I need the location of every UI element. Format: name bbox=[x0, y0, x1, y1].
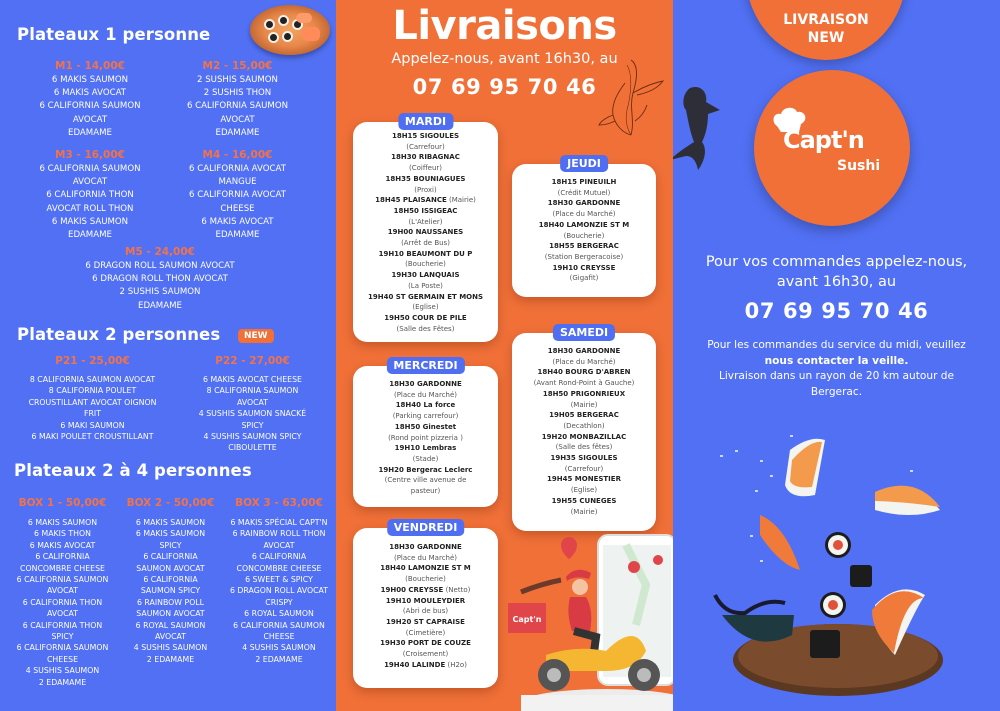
menu-line: CHEESE bbox=[263, 632, 295, 642]
menu-price: M3 - 16,00€ bbox=[55, 149, 125, 161]
stop-note: (Decathlon) bbox=[563, 421, 605, 430]
menu-line: 6 MAKI POULET CROUSTILLANT bbox=[31, 432, 154, 442]
stop-note: (La Poste) bbox=[408, 281, 443, 290]
menu-line: EDAMAME bbox=[68, 230, 112, 241]
menu-box3 bbox=[224, 497, 334, 665]
menu-price: M1 - 14,00€ bbox=[55, 60, 125, 72]
menu-line: 6 CALIFORNIA SAUMON bbox=[39, 164, 141, 174]
stop-note: (Boucherie) bbox=[405, 260, 446, 269]
menu-line: 6 MAKIS AVOCAT bbox=[29, 540, 96, 550]
stop-note: (Salle des Fêtes) bbox=[396, 324, 455, 333]
order-info bbox=[673, 338, 1000, 400]
menu-line: 8 CALIFORNIA POULET bbox=[48, 386, 137, 396]
stop-note: (Place du Marché) bbox=[552, 357, 616, 366]
stop-note: (Parking carrefour) bbox=[392, 412, 459, 421]
menu-line: EDAMAME bbox=[138, 300, 182, 311]
menu-line: 6 CALIFORNIA SAUMON bbox=[16, 643, 109, 653]
stop-note: (L'Atelier) bbox=[408, 217, 443, 226]
stop-time: 18H30 GARDONNE bbox=[547, 347, 621, 355]
menu-line: EDAMAME bbox=[215, 230, 260, 241]
falling-sushi-image bbox=[700, 420, 1000, 711]
stop-note: (Avant Rond-Point à Gauche) bbox=[533, 379, 635, 388]
menu-line: 2 SUSHIS SAUMON bbox=[119, 287, 201, 298]
menu-p22 bbox=[180, 355, 325, 454]
stop-note: (Netto) bbox=[445, 585, 471, 594]
delivery-scooter-illustration bbox=[506, 525, 673, 711]
menu-line: 6 MAKIS SAUMON bbox=[27, 518, 98, 527]
stop-note: (Abri de bus) bbox=[402, 607, 449, 616]
day-card-jeudi bbox=[512, 157, 656, 297]
logo-captn-text: Capt'n bbox=[783, 126, 864, 154]
menu-panel bbox=[0, 0, 336, 711]
stop-note: (Mairie) bbox=[570, 507, 598, 516]
stop-note: (Centre ville avenue de bbox=[384, 476, 467, 485]
section-title-plateaux-2: Plateaux 2 personnes bbox=[17, 325, 221, 344]
stop-time: 18H55 BERGERAC bbox=[549, 242, 619, 251]
stop-time: 19H55 CUNEGES bbox=[551, 496, 617, 505]
stop-time: 18H35 BOUNIAGUES bbox=[385, 174, 466, 183]
menu-line: CROUSTILLANT AVOCAT OIGNON bbox=[28, 397, 157, 407]
stop-note: (Place du Marché) bbox=[393, 553, 458, 562]
menu-line: 2 EDAMAME bbox=[255, 654, 303, 664]
koi-fish-outline-icon bbox=[591, 55, 673, 145]
stop-note: (Station Bergeracoise) bbox=[544, 252, 624, 261]
info-line-2: Livraison dans un rayon de 20 km autour de bbox=[718, 370, 955, 382]
menu-line: 6 CALIFORNIA THON bbox=[46, 190, 134, 201]
menu-line: SPICY bbox=[159, 540, 182, 550]
stop-note: (Place du Marché) bbox=[393, 390, 458, 399]
stop-note: (H2o) bbox=[447, 660, 467, 669]
badge-line-2: NEW bbox=[807, 30, 845, 46]
menu-line: 6 CALIFORNIA bbox=[143, 552, 198, 562]
stop-time: 18H15 SIGOULES bbox=[391, 132, 460, 140]
day-card-mercredi bbox=[353, 359, 498, 507]
stop-time: 18H45 PLAISANCE bbox=[375, 196, 447, 205]
stop-note: (Eglise) bbox=[412, 303, 439, 312]
menu-line: AVOCAT ROLL THON bbox=[46, 203, 134, 214]
menu-line: FRIT bbox=[84, 409, 101, 419]
menu-line: SAUMON AVOCAT bbox=[136, 563, 205, 573]
stop-note: (Mairie) bbox=[449, 196, 476, 205]
menu-price: BOX 2 - 50,00€ bbox=[126, 497, 215, 509]
menu-line: SAUMON SPICY bbox=[140, 586, 201, 596]
order-phone[interactable]: 07 69 95 70 46 bbox=[744, 299, 929, 323]
menu-line: 6 CALIFORNIA THON bbox=[22, 620, 103, 630]
menu-m5 bbox=[60, 246, 260, 313]
menu-line: 4 SUSHIS SAUMON bbox=[133, 643, 208, 653]
stop-time: 18H50 Ginestet bbox=[394, 422, 457, 431]
menu-line: CIBOULETTE bbox=[228, 443, 277, 453]
day-tag-vendredi: VENDREDI bbox=[387, 519, 465, 536]
menu-line: 6 CALIFORNIA bbox=[35, 552, 90, 562]
stop-note: (Boucherie) bbox=[563, 231, 605, 240]
menu-line: 6 CALIFORNIA SAUMON bbox=[186, 101, 289, 112]
info-panel bbox=[673, 0, 1000, 711]
stop-time: 18H40 LAMONZIE ST M bbox=[380, 564, 471, 573]
menu-m1 bbox=[20, 60, 160, 140]
menu-line: 6 CALIFORNIA SAUMON bbox=[16, 575, 109, 585]
menu-line: CONCOMBRE CHEESE bbox=[236, 563, 322, 573]
stop-note: (Coiffeur) bbox=[408, 164, 443, 173]
svg-text:Capt'n: Capt'n bbox=[512, 615, 542, 624]
call-line-2: avant 16h30, au bbox=[776, 274, 897, 290]
menu-line: 6 CALIFORNIA bbox=[251, 552, 307, 562]
logo-sushi-text: Sushi bbox=[837, 158, 881, 174]
menu-price: P21 - 25,00€ bbox=[55, 355, 130, 367]
menu-line: 6 CALIFORNIA SAUMON bbox=[39, 101, 141, 112]
stop-time: 18H40 BOURG D'ABREN bbox=[537, 368, 631, 377]
menu-line: 4 SUSHIS SAUMON SNACKÉ bbox=[198, 409, 307, 419]
info-bold: nous contacter la veille. bbox=[764, 354, 909, 367]
stop-time: 19H10 Lembras bbox=[394, 444, 457, 453]
menu-line: 6 MAKIS THON bbox=[34, 529, 91, 539]
menu-line: EDAMAME bbox=[68, 127, 112, 138]
menu-m4 bbox=[165, 149, 310, 242]
menu-line: 6 CALIFORNIA SAUMON bbox=[233, 620, 325, 630]
delivery-panel bbox=[336, 0, 673, 711]
menu-line: SAUMON AVOCAT bbox=[136, 609, 205, 619]
info-line-3: Bergerac. bbox=[810, 385, 863, 398]
stop-note: (Cimetière) bbox=[405, 628, 446, 637]
menu-line: 6 MAKIS SAUMON bbox=[135, 518, 206, 527]
stop-note: (Mairie) bbox=[570, 400, 598, 409]
section-title-plateaux-1: Plateaux 1 personne bbox=[17, 25, 211, 44]
menu-line: 2 EDAMAME bbox=[38, 677, 87, 687]
delivery-phone[interactable]: 07 69 95 70 46 bbox=[412, 75, 597, 99]
menu-line: 6 CALIFORNIA bbox=[143, 575, 198, 585]
stop-time: 19H20 MONBAZILLAC bbox=[541, 432, 627, 441]
stop-time: 19H50 COUR DE PILE bbox=[384, 313, 467, 322]
menu-line: AVOCAT bbox=[263, 540, 295, 550]
menu-line: CHEESE bbox=[46, 654, 79, 664]
menu-box1 bbox=[10, 497, 115, 688]
stop-time: 19H20 ST CAPRAISE bbox=[386, 617, 465, 626]
day-card-vendredi bbox=[353, 521, 498, 688]
menu-line: CHEESE bbox=[220, 203, 255, 214]
koi-fish-silhouette-icon bbox=[673, 80, 728, 175]
stop-time: 18H50 ISSIGEAC bbox=[393, 206, 458, 215]
stop-time: 19H00 NAUSSANES bbox=[387, 228, 464, 237]
stop-time: 18H30 GARDONNE bbox=[389, 543, 462, 551]
menu-line: 6 MAKIS AVOCAT bbox=[201, 216, 274, 227]
stop-time: 18H40 LAMONZIE ST M bbox=[538, 220, 630, 229]
stop-note: (Proxi) bbox=[414, 185, 437, 194]
menu-line: MANGUE bbox=[218, 177, 257, 188]
menu-line: 2 EDAMAME bbox=[146, 654, 195, 664]
stop-note: (Carrefour) bbox=[564, 464, 604, 473]
menu-m3 bbox=[20, 149, 160, 242]
call-line-1: Pour vos commandes appelez-nous, bbox=[705, 254, 968, 270]
stop-time: 18H30 RIBAGNAC bbox=[391, 153, 460, 162]
stop-note: (Stade) bbox=[412, 454, 439, 463]
stop-time: 19H30 LANQUAIS bbox=[391, 271, 460, 280]
menu-line: 6 CALIFORNIA THON bbox=[22, 597, 103, 607]
menu-line: 6 RAINBOW ROLL THON bbox=[232, 529, 326, 539]
menu-line: AVOCAT bbox=[46, 609, 79, 619]
day-tag-jeudi: JEUDI bbox=[560, 155, 608, 172]
stop-time: 18H15 PINEUILH bbox=[551, 178, 617, 186]
menu-price: P22 - 27,00€ bbox=[215, 355, 290, 367]
menu-price: M2 - 15,00€ bbox=[202, 60, 273, 72]
stop-time: 18H30 GARDONNE bbox=[389, 380, 462, 388]
stop-note: (Place du Marché) bbox=[552, 210, 616, 219]
menu-line: AVOCAT bbox=[236, 397, 269, 407]
menu-price: M5 - 24,00€ bbox=[125, 246, 195, 258]
stop-note: (Arrêt de Bus) bbox=[401, 239, 450, 248]
stop-note: (Crédit Mutuel) bbox=[557, 188, 611, 197]
menu-line: 6 SWEET & SPICY bbox=[245, 575, 313, 585]
menu-line: EDAMAME bbox=[215, 127, 260, 138]
menu-line: 6 MAKIS SPÉCIAL CAPT'N bbox=[230, 518, 328, 527]
stop-time: 19H45 MONESTIER bbox=[547, 475, 621, 484]
stop-note: (Eglise) bbox=[570, 486, 598, 495]
day-card-samedi bbox=[512, 326, 656, 531]
stop-note: (Croisement) bbox=[402, 650, 449, 659]
stop-time: 19H30 PORT DE COUZE bbox=[380, 639, 471, 648]
menu-line: 6 DRAGON ROLL THON AVOCAT bbox=[92, 274, 228, 285]
menu-price: M4 - 16,00€ bbox=[202, 149, 273, 161]
livraison-new-badge bbox=[746, 11, 906, 47]
delivery-title: Livraisons bbox=[392, 3, 617, 49]
stop-note: (Boucherie) bbox=[405, 575, 446, 584]
stop-note: pasteur) bbox=[410, 487, 441, 496]
menu-price: BOX 3 - 63,00€ bbox=[235, 497, 323, 509]
stop-time: 19H10 BEAUMONT DU P bbox=[378, 249, 473, 258]
stop-time: 19H20 Bergerac Leclerc bbox=[378, 465, 473, 474]
stop-time: 18H40 La force bbox=[395, 401, 456, 410]
menu-line: 6 ROYAL SAUMON bbox=[135, 620, 206, 630]
menu-line: 6 DRAGON ROLL SAUMON AVOCAT bbox=[85, 261, 235, 271]
menu-line: AVOCAT bbox=[46, 586, 79, 596]
stop-time: 19H00 CREYSSE bbox=[380, 585, 444, 594]
order-call-text bbox=[673, 252, 1000, 292]
info-line-1: Pour les commandes du service du midi, veuillez bbox=[707, 339, 966, 351]
stop-time: 19H10 MOULEYDIER bbox=[385, 596, 466, 605]
stop-note: (Carrefour) bbox=[406, 142, 445, 151]
menu-line: SPICY bbox=[241, 420, 264, 430]
menu-line: AVOCAT bbox=[220, 114, 255, 125]
stop-time: 19H40 LALINDE bbox=[384, 660, 446, 669]
menu-line: 6 ROYAL SAUMON bbox=[244, 609, 314, 619]
menu-line: 2 SUSHIS SAUMON bbox=[197, 75, 278, 85]
menu-line: 6 MAKI SAUMON bbox=[60, 420, 125, 430]
stop-note: (Salle des fêtes) bbox=[555, 443, 613, 452]
menu-box2 bbox=[118, 497, 223, 665]
menu-line: 6 DRAGON ROLL AVOCAT bbox=[229, 586, 329, 596]
badge-line-1: LIVRAISON bbox=[783, 12, 869, 28]
day-tag-samedi: SAMEDI bbox=[553, 324, 615, 341]
menu-line: 6 MAKIS SAUMON bbox=[51, 216, 129, 227]
stop-time: 18H50 PRIGONRIEUX bbox=[542, 389, 626, 398]
menu-line: 6 RAINBOW POLL bbox=[136, 597, 205, 607]
new-badge: NEW bbox=[238, 329, 274, 343]
menu-line: SPICY bbox=[51, 632, 74, 642]
sushi-plate-icon bbox=[250, 5, 330, 55]
menu-line: 8 CALIFORNIA SAUMON bbox=[206, 386, 299, 396]
menu-line: 4 SUSHIS SAUMON bbox=[242, 643, 316, 653]
menu-line: 8 CALIFORNIA SAUMON AVOCAT bbox=[29, 375, 156, 384]
menu-line: 6 MAKIS AVOCAT CHEESE bbox=[203, 375, 302, 384]
stop-note: (Rond point pizzeria ) bbox=[388, 433, 463, 442]
menu-line: AVOCAT bbox=[72, 114, 108, 125]
stop-time: 19H10 CREYSSE bbox=[552, 263, 616, 272]
section-title-plateaux-2-4: Plateaux 2 à 4 personnes bbox=[14, 461, 252, 480]
menu-line: 2 SUSHIS THON bbox=[203, 88, 272, 99]
menu-line: AVOCAT bbox=[72, 177, 108, 188]
stop-time: 19H05 BERGERAC bbox=[549, 411, 619, 420]
day-card-mardi bbox=[353, 115, 498, 342]
stop-time: 19H40 ST GERMAIN ET MONS bbox=[367, 292, 484, 301]
menu-line: 6 MAKIS SAUMON bbox=[135, 529, 206, 539]
menu-line: 6 CALIFORNIA AVOCAT bbox=[189, 164, 286, 174]
stop-time: 18H30 GARDONNE bbox=[547, 199, 621, 208]
menu-line: CRISPY bbox=[265, 597, 293, 607]
delivery-subtitle: Appelez-nous, avant 16h30, au bbox=[391, 51, 618, 67]
stop-note: (Gigafit) bbox=[569, 274, 599, 283]
day-tag-mardi: MARDI bbox=[398, 113, 453, 130]
day-tag-mercredi: MERCREDI bbox=[386, 357, 464, 374]
menu-line: 4 SUSHIS SAUMON SPICY bbox=[203, 432, 302, 442]
stop-time: 19H35 SIGOULES bbox=[550, 454, 618, 463]
menu-line: 6 CALIFORNIA AVOCAT bbox=[189, 190, 286, 201]
menu-m2 bbox=[165, 60, 310, 140]
menu-p21 bbox=[20, 355, 165, 442]
menu-line: 6 MAKIS AVOCAT bbox=[53, 88, 127, 99]
menu-price: BOX 1 - 50,00€ bbox=[18, 497, 107, 509]
menu-line: CONCOMBRE CHEESE bbox=[20, 563, 105, 573]
menu-line: AVOCAT bbox=[154, 632, 187, 642]
menu-line: 6 MAKIS SAUMON bbox=[51, 75, 129, 85]
menu-line: 4 SUSHIS SAUMON bbox=[25, 666, 100, 676]
